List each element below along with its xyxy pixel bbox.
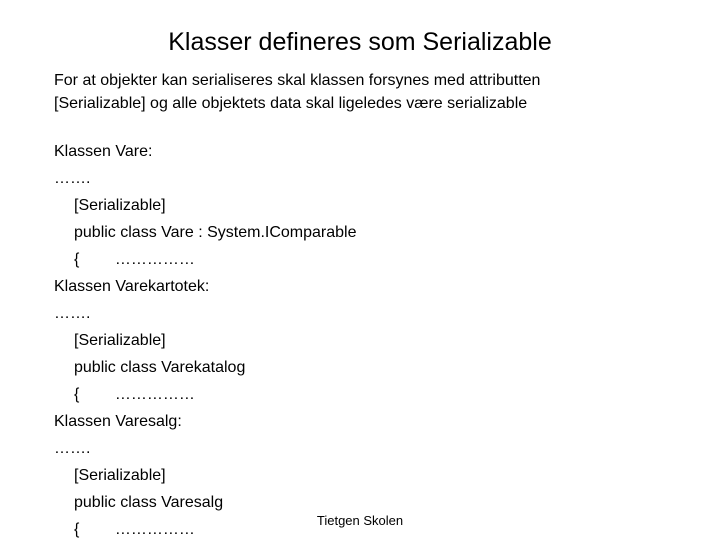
brace-line: { …………… [74,251,195,268]
ellipsis-line: ……. [54,440,91,457]
section-heading: Klassen Vare: [54,143,153,160]
attribute-line: [Serializable] [74,332,166,349]
section-vare [54,138,694,273]
section-heading: Klassen Varekartotek: [54,278,210,295]
section-varekartotek [54,273,694,408]
class-declaration: public class Varesalg [74,494,224,511]
intro-line-1: For at objekter kan serialiseres skal klassen forsynes med attributten [54,72,541,89]
brace-line: { …………… [74,386,195,403]
ellipsis-line: ……. [54,305,91,322]
attribute-line: [Serializable] [74,197,166,214]
slide-body [54,69,694,543]
intro-line-2: [Serializable] og alle objektets data skal ligeledes være serializable [54,95,528,112]
ellipsis-line: ……. [54,170,91,187]
attribute-line: [Serializable] [74,467,166,484]
spacer [54,115,694,138]
class-declaration: public class Varekatalog [74,359,246,376]
section-heading: Klassen Varesalg: [54,413,182,430]
footer-text: Tietgen Skolen [316,513,404,528]
slide-title: Klasser defineres som Serializable [168,28,552,56]
brace-line: { …………… [74,521,195,538]
class-declaration: public class Vare : System.IComparable [74,224,357,241]
